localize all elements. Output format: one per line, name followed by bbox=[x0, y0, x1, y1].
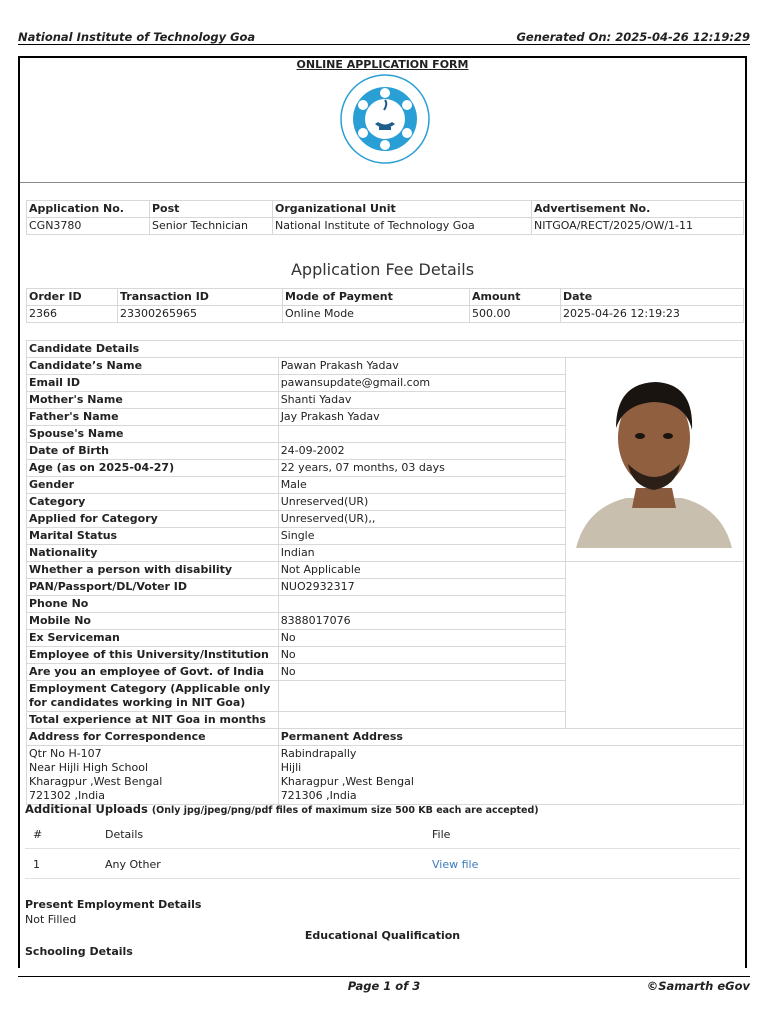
uploads-note: (Only jpg/jpeg/png/pdf files of maximum size 500 KB each are accepted) bbox=[151, 805, 539, 816]
address-line: 721302 ,India bbox=[29, 789, 105, 802]
uploads-header-row bbox=[25, 820, 740, 849]
label-phone: Phone No bbox=[27, 596, 279, 613]
label-email: Email ID bbox=[27, 375, 279, 392]
value-mobile: 8388017076 bbox=[278, 613, 566, 630]
uploads-header-file: File bbox=[432, 828, 451, 841]
label-category: Category bbox=[27, 494, 279, 511]
application-no: CGN3780 bbox=[27, 218, 150, 235]
value-phone bbox=[278, 596, 566, 613]
label-permanent-address: Permanent Address bbox=[278, 729, 743, 746]
educational-title: Educational Qualification bbox=[304, 929, 461, 942]
value-name: Pawan Prakash Yadav bbox=[278, 358, 566, 375]
fee-title: Application Fee Details bbox=[290, 260, 475, 279]
uploads-header-details: Details bbox=[105, 828, 144, 841]
institute-name: National Institute of Technology Goa bbox=[18, 30, 256, 44]
label-marital: Marital Status bbox=[27, 528, 279, 545]
photo-filler bbox=[566, 562, 744, 729]
post: Senior Technician bbox=[150, 218, 273, 235]
present-employment-title: Present Employment Details bbox=[25, 898, 202, 911]
header-amount: Amount bbox=[470, 289, 561, 306]
correspondence-address bbox=[27, 746, 279, 805]
payment-date: 2025-04-26 12:19:23 bbox=[561, 306, 744, 323]
value-govt-employee: No bbox=[278, 664, 566, 681]
value-category: Unreserved(UR) bbox=[278, 494, 566, 511]
page-number: Page 1 of 3 bbox=[347, 979, 421, 993]
amount: 500.00 bbox=[470, 306, 561, 323]
uploads-row bbox=[25, 850, 740, 879]
header-date: Date bbox=[561, 289, 744, 306]
form-frame bbox=[18, 56, 747, 968]
address-line: Kharagpur ,West Bengal bbox=[29, 775, 163, 788]
header-order-id: Order ID bbox=[27, 289, 118, 306]
value-age: 22 years, 07 months, 03 days bbox=[278, 460, 566, 477]
label-mother: Mother's Name bbox=[27, 392, 279, 409]
application-table bbox=[26, 200, 744, 235]
value-ex-serviceman: No bbox=[278, 630, 566, 647]
page-header bbox=[18, 30, 750, 45]
header-transaction-id: Transaction ID bbox=[118, 289, 283, 306]
value-nationality: Indian bbox=[278, 545, 566, 562]
upload-details: Any Other bbox=[105, 858, 161, 871]
label-gender: Gender bbox=[27, 477, 279, 494]
page-footer bbox=[18, 976, 750, 997]
upload-num: 1 bbox=[33, 858, 40, 871]
uploads-header-num: # bbox=[33, 828, 43, 841]
mode-of-payment: Online Mode bbox=[283, 306, 470, 323]
value-id: NUO2932317 bbox=[278, 579, 566, 596]
order-id: 2366 bbox=[27, 306, 118, 323]
advertisement-no: NITGOA/RECT/2025/OW/1-11 bbox=[532, 218, 744, 235]
value-applied-category: Unreserved(UR),, bbox=[278, 511, 566, 528]
value-employment-category bbox=[278, 681, 566, 712]
label-name: Candidate’s Name bbox=[27, 358, 279, 375]
divider bbox=[20, 182, 745, 183]
candidate-section-title: Candidate Details bbox=[27, 341, 744, 358]
transaction-id: 23300265965 bbox=[118, 306, 283, 323]
label-ex-serviceman: Ex Serviceman bbox=[27, 630, 279, 647]
fee-table bbox=[26, 288, 744, 323]
generated-on: Generated On: 2025-04-26 12:19:29 bbox=[516, 30, 750, 44]
label-dob: Date of Birth bbox=[27, 443, 279, 460]
address-line: 721306 ,India bbox=[280, 789, 357, 802]
label-nationality: Nationality bbox=[27, 545, 279, 562]
label-employee-university: Employee of this University/Institution bbox=[27, 647, 279, 664]
value-dob: 24-09-2002 bbox=[278, 443, 566, 460]
header-post: Post bbox=[150, 201, 273, 218]
label-disability: Whether a person with disability bbox=[27, 562, 279, 579]
value-spouse bbox=[278, 426, 566, 443]
header-advertisement-no: Advertisement No. bbox=[532, 201, 744, 218]
institute-logo-icon bbox=[335, 72, 435, 166]
label-correspondence-address: Address for Correspondence bbox=[27, 729, 279, 746]
uploads-title-text: Additional Uploads bbox=[25, 802, 148, 816]
value-mother: Shanti Yadav bbox=[278, 392, 566, 409]
label-father: Father's Name bbox=[27, 409, 279, 426]
schooling-title: Schooling Details bbox=[25, 945, 133, 958]
view-file-link[interactable]: View file bbox=[432, 858, 479, 871]
value-gender: Male bbox=[278, 477, 566, 494]
address-line: Qtr No H-107 bbox=[29, 747, 102, 760]
label-spouse: Spouse's Name bbox=[27, 426, 279, 443]
value-email: pawansupdate@gmail.com bbox=[278, 375, 566, 392]
label-age: Age (as on 2025-04-27) bbox=[27, 460, 279, 477]
value-employee-university: No bbox=[278, 647, 566, 664]
label-mobile: Mobile No bbox=[27, 613, 279, 630]
candidate-table bbox=[26, 340, 744, 805]
label-applied-category: Applied for Category bbox=[27, 511, 279, 528]
header-org-unit: Organizational Unit bbox=[273, 201, 532, 218]
form-title: ONLINE APPLICATION FORM bbox=[296, 58, 469, 71]
label-govt-employee: Are you an employee of Govt. of India bbox=[27, 664, 279, 681]
present-employment-value: Not Filled bbox=[25, 913, 77, 926]
value-experience bbox=[278, 712, 566, 729]
value-disability: Not Applicable bbox=[278, 562, 566, 579]
label-id: PAN/Passport/DL/Voter ID bbox=[27, 579, 279, 596]
address-line: Kharagpur ,West Bengal bbox=[280, 775, 414, 788]
candidate-photo-icon bbox=[566, 358, 742, 550]
brand: ©Samarth eGov bbox=[646, 979, 750, 993]
header-application-no: Application No. bbox=[27, 201, 150, 218]
label-experience: Total experience at NIT Goa in months bbox=[27, 712, 279, 729]
value-father: Jay Prakash Yadav bbox=[278, 409, 566, 426]
header-mode: Mode of Payment bbox=[283, 289, 470, 306]
candidate-photo bbox=[566, 358, 744, 562]
uploads-title bbox=[25, 802, 539, 816]
org-unit: National Institute of Technology Goa bbox=[273, 218, 532, 235]
value-marital: Single bbox=[278, 528, 566, 545]
label-employment-category: Employment Category (Applicable only for candidates working in NIT Goa) bbox=[27, 681, 279, 712]
address-line: Near Hijli High School bbox=[29, 761, 149, 774]
permanent-address bbox=[278, 746, 743, 805]
address-line: Rabindrapally bbox=[280, 747, 357, 760]
address-line: Hijli bbox=[280, 761, 302, 774]
